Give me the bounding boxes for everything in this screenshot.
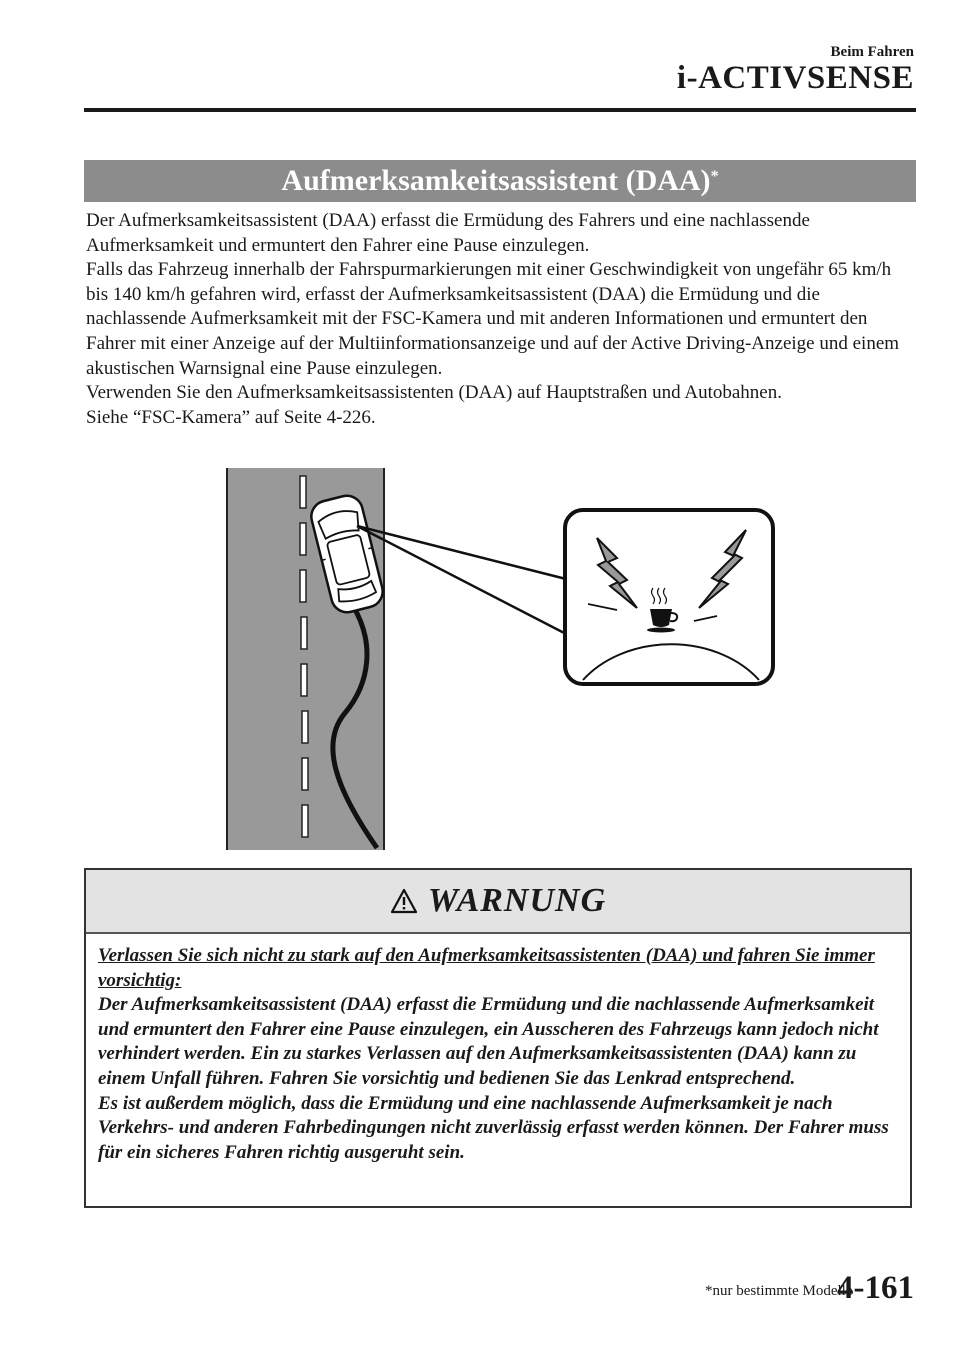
body-text: [86, 209, 916, 430]
body-paragraph: Der Aufmerksamkeitsassistent (DAA) erfasst die Ermüdung des Fahrers und eine nachlassende Aufmerksamkeit und ermuntert den Fahrer eine Pause einzulegen.: [86, 210, 810, 256]
model-marker: *: [710, 168, 719, 185]
warning-title: WARNUNG: [427, 882, 607, 919]
warning-lead: Verlassen Sie sich nicht zu stark auf den Aufmerksamkeitsassistenten (DAA) und fahren Sie immer vorsichtig:: [98, 945, 875, 991]
body-paragraph: Falls das Fahrzeug innerhalb der Fahrspurmarkierungen mit einer Geschwindigkeit von ungefähr 65 km/h bis 140 km/h gefahren wird, erfasst der Aufmerksamkeitsassistent (DAA) die Ermüdung und die nachlassende Aufmerksamkeit mit der FSC-Kamera und mit anderen Informationen und ermuntert den Fahrer mit einer Anzeige auf der Multiinformationsanzeige und auf der Active Driving-Anzeige und einem akustischen Warnsignal eine Pause einzulegen.: [86, 259, 900, 379]
section-title: Aufmerksamkeitsassistent (DAA): [281, 164, 711, 197]
section-heading: i-ACTIVSENSE: [676, 60, 914, 96]
warning-triangle-icon: [390, 888, 418, 914]
warning-header: [86, 870, 910, 934]
warning-body: [86, 934, 910, 1165]
chapter-label: Beim Fahren: [830, 44, 914, 60]
warning-box: [84, 868, 912, 1208]
body-paragraph: Verwenden Sie den Aufmerksamkeitsassistenten (DAA) auf Hauptstraßen und Autobahnen.: [86, 382, 782, 404]
warning-paragraph: Es ist außerdem möglich, dass die Ermüdung und eine nachlassende Aufmerksamkeit je nach Verkehrs- und anderen Fahrbedingungen nicht zuverlässig erfasst werden können. Der Fahrer muss für ein sicheres Fahren richtig ausgeruht sein.: [98, 1092, 889, 1163]
header-divider: [84, 108, 916, 112]
footnote: *nur bestimmte Modelle: [705, 1283, 853, 1299]
daa-illustration: [225, 468, 777, 850]
section-title-bar: [84, 160, 916, 202]
page-reference: Siehe “FSC-Kamera” auf Seite 4-226.: [86, 406, 376, 428]
page-number: 4-161: [837, 1270, 914, 1306]
warning-paragraph: Der Aufmerksamkeitsassistent (DAA) erfasst die Ermüdung und die nachlassende Aufmerksamkeit und ermuntert den Fahrer eine Pause einzulegen, ein Ausscheren des Fahrzeugs kann jedoch nicht verhindert werden. Ein zu starkes Verlassen auf den Aufmerksamkeitsassistenten (DAA) kann zu einem Unfall führen. Fahren Sie vorsichtig und bedienen Sie das Lenkrad entsprechend.: [98, 994, 879, 1089]
